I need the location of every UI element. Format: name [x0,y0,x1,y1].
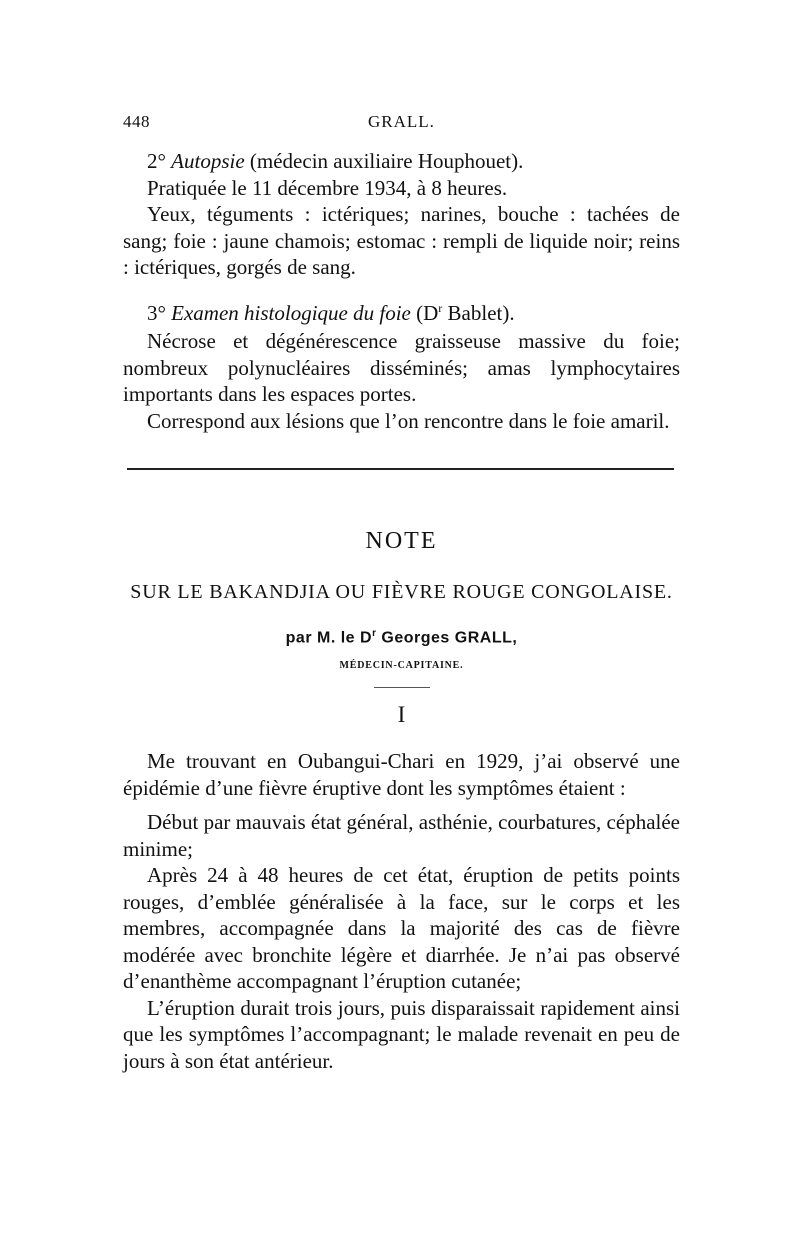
histology-heading-open: (D [416,300,439,325]
histology-heading-title: Examen histologique du foie [171,300,411,325]
autopsy-heading-title: Autopsie [171,149,245,173]
autopsy-findings: Yeux, téguments : ictériques; narines, bouche : tachées de sang; foie : jaune chamois; estomac : rempli de liquide noir; reins : ictériques, gorgés de sang. [123,202,680,279]
autopsy-date: Pratiquée le 11 décembre 1934, à 8 heures. [147,175,508,200]
body-paragraph: L’éruption durait trois jours, puis disparaissait rapidement ainsi que les symptômes l’accompagnant; le malade revenait en peu de jours à son état antérieur. [123,995,680,1073]
short-divider [374,687,430,688]
note-title: NOTE [365,528,438,554]
autopsy-heading [123,148,680,175]
author-rank: MÉDECIN-CAPITAINE. [339,660,464,672]
body-paragraph: Après 24 à 48 heures de cet état, éruption de petits points rouges, d’emblée généralisée à la face, sur le corps et les membres, accompagnée dans la majorité des cas de fièvre modérée avec bronchite légère et diarrhée. Je n’ai pas observé d’enanthème accompagnant l’éruption cutanée; [123,863,680,994]
page-number: 448 [123,112,150,131]
document-page [123,112,680,1074]
author-byline [123,628,680,647]
note-subtitle: SUR LE BAKANDJIA OU FIÈVRE ROUGE CONGOLAISE. [130,581,673,603]
histology-heading-number: 3° [147,300,166,325]
histology-conclusion: Correspond aux lésions que l’on rencontre dans le foie amaril. [147,408,670,433]
histology-findings: Nécrose et dégénérescence graisseuse massive du foie; nombreux polynucléaires disséminés; amas lymphocytaires importants dans les espaces portes. [123,329,680,406]
section-numeral: I [397,702,406,728]
body-paragraph: Début par mauvais état général, asthénie, courbatures, céphalée minime; [123,810,680,861]
histology-heading-superscript: r [438,300,443,315]
autopsy-heading-rest: (médecin auxiliaire Houphouet). [249,149,524,173]
byline-superscript: r [372,628,377,639]
autopsy-heading-number: 2° [147,149,166,173]
byline-prefix: par M. le D [285,629,373,647]
histology-heading [123,295,680,327]
running-head: GRALL. [368,112,435,131]
histology-heading-rest: Bablet). [442,300,515,325]
section-divider [127,468,674,470]
page-header [123,112,680,148]
body-paragraph: Me trouvant en Oubangui-Chari en 1929, j’ai observé une épidémie d’une fièvre éruptive dont les symptômes étaient : [123,749,680,800]
byline-name: Georges GRALL, [376,629,518,647]
